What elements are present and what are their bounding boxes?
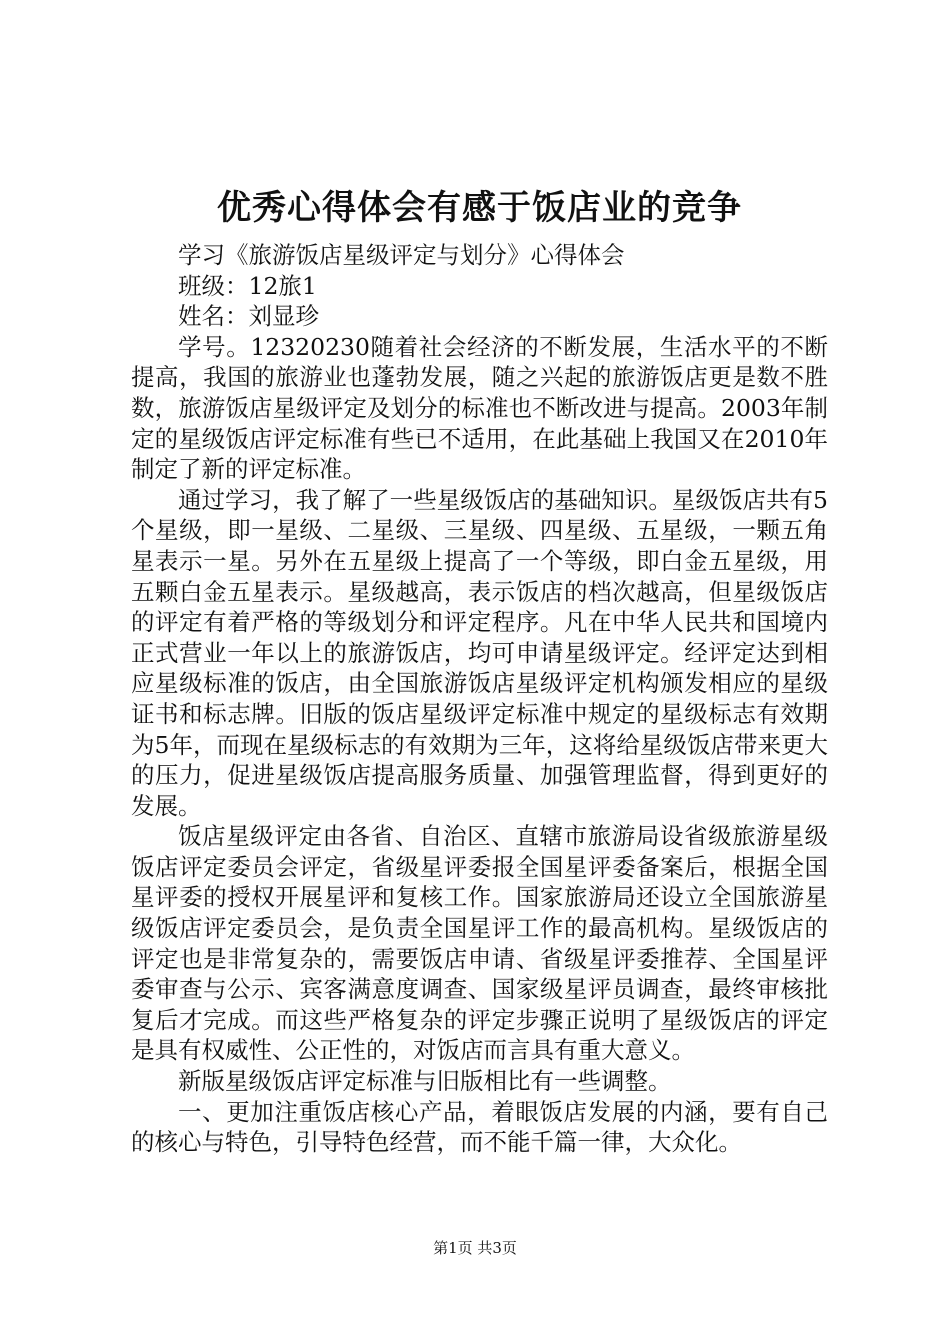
- paragraph-rating-process: 饭店星级评定由各省、自治区、直辖市旅游局设省级旅游星级饭店评定委员会评定，省级星评委报全国星评委备案后，根据全国星评委的授权开展星评和复核工作。国家旅游局还设立全国旅游星级饭店评定委员会，是负责全国星评工作的最高机构。星级饭店的评定也是非常复杂的，需要饭店申请、省级星评委推荐、全国星评委审查与公示、宾客满意度调查、国家级星评员调查，最终审核批复后才完成。而这些严格复杂的评定步骤正说明了星级饭店的评定是具有权威性、公正性的，对饭店而言具有重大意义。: [131, 822, 828, 1065]
- paragraph-star-basics: 通过学习，我了解了一些星级饭店的基础知识。星级饭店共有5个星级，即一星级、二星级、三星级、四星级、五星级，一颗五角星表示一星。另外在五星级上提高了一个等级，即白金五星级，用五颗白金五星表示。星级越高，表示饭店的档次越高，但星级饭店的评定有着严格的等级划分和评定程序。凡在中华人民共和国境内正式营业一年以上的旅游饭店，均可申请星级评定。经评定达到相应星级标准的饭店，由全国旅游饭店星级评定机构颁发相应的星级证书和标志牌。旧版的饭店星级评定标准中规定的星级标志有效期为5年，而现在星级标志的有效期为三年，这将给星级饭店带来更大的压力，促进星级饭店提高服务质量、加强管理监督，得到更好的发展。: [131, 485, 828, 820]
- paragraph-name: 姓名：刘显珍: [178, 302, 319, 331]
- paragraph-intro: 学号。12320230随着社会经济的不断发展，生活水平的不断提高，我国的旅游业也蓬勃发展，随之兴起的旅游饭店更是数不胜数，旅游饭店星级评定及划分的标准也不断改进与提高。2003年制定的星级饭店评定标准有些已不适用，在此基础上我国又在2010年制定了新的评定标准。: [131, 332, 828, 484]
- page-footer: 第1页 共3页: [433, 1239, 517, 1257]
- document-body: [131, 182, 828, 1158]
- paragraph-new-standard: 新版星级饭店评定标准与旧版相比有一些调整。: [178, 1067, 672, 1096]
- document-title: 优秀心得体会有感于饭店业的竞争: [217, 188, 742, 228]
- paragraph-point-one: 一、更加注重饭店核心产品，着眼饭店发展的内涵，要有自己的核心与特色，引导特色经营，而不能千篇一律，大众化。: [131, 1097, 828, 1157]
- paragraph-class: 班级：12旅1: [178, 271, 317, 300]
- paragraph-subtitle: 学习《旅游饭店星级评定与划分》心得体会: [178, 241, 625, 269]
